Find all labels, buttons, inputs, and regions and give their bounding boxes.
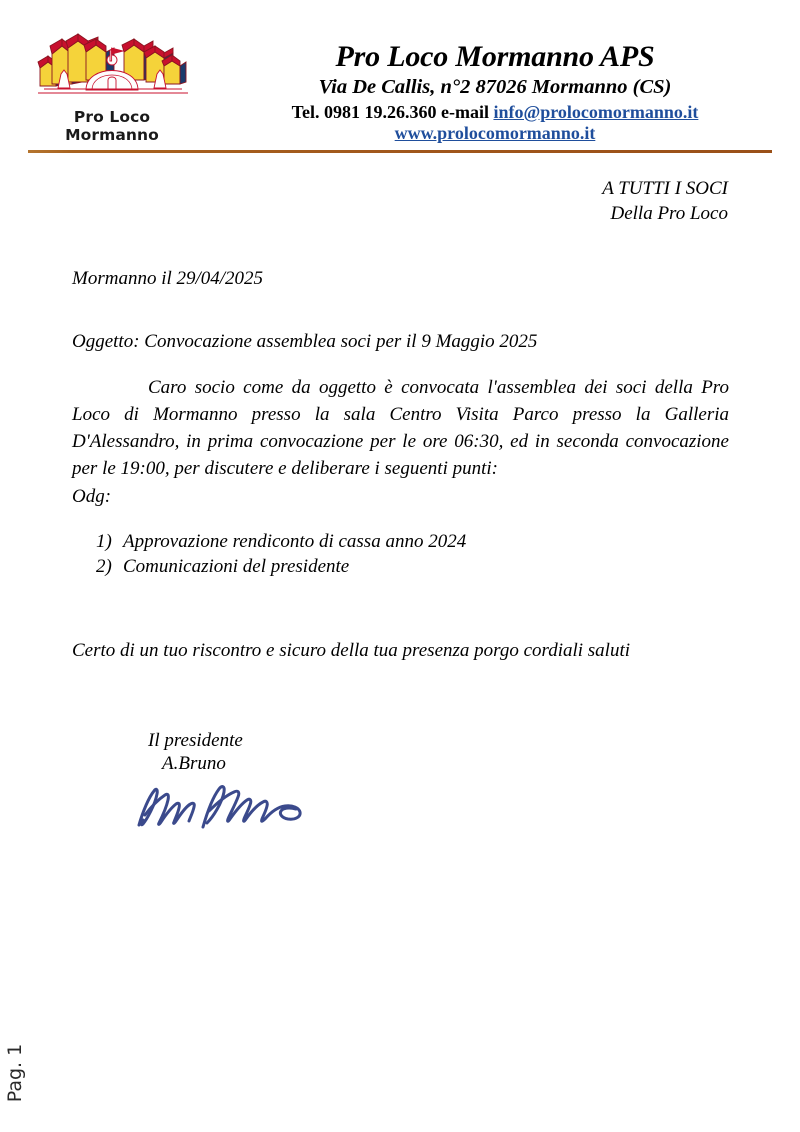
list-item [96,554,656,579]
website-link[interactable]: www.prolocomormanno.it [394,122,596,143]
subject-line: Oggetto: Convocazione assemblea soci per il 9 Maggio 2025 [72,331,538,352]
addressee-line-2: Della Pro Loco [610,203,728,225]
closing-line: Certo di un tuo riscontro e sicuro della tua presenza porgo cordiali saluti [72,640,631,661]
signatory-name: A.Bruno [162,753,226,775]
addressee-block [602,176,728,227]
list-item [96,529,656,554]
agenda-item-number: 1) [96,531,112,552]
agenda-item-text: Comunicazioni del presidente [123,556,350,578]
logo-wordmark: Pro Loco Mormanno [65,108,159,144]
agenda-item-number: 2) [96,556,112,578]
organization-name: Pro Loco Mormanno APS [335,40,655,73]
organization-address: Via De Callis, n°2 87026 Mormanno (CS) [318,75,672,98]
page-number-label: Pag. 1 [4,1043,26,1103]
agenda-item-text: Approvazione rendiconto di cassa anno 2024 [123,531,467,552]
phone-label: Tel. 0981 19.26.360 e-mail [291,101,494,122]
addressee-line-1: A TUTTI I SOCI [602,178,728,199]
date-line: Mormanno il 29/04/2025 [72,268,264,289]
handwritten-signature-icon [133,781,323,833]
agenda-list [96,529,656,579]
body-paragraph: Caro socio come da oggetto è convocata l'assemblea dei soci della Pro Loco di Mormanno presso la sala Centro Visita Parco presso la Galleria D'Alessandro, in prima convocazione per le ore 06:30, ed in seconda convocazione per le 19:00, per discutere e deliberare i seguenti punti: [72,377,729,479]
email-link[interactable]: info@prolocomormanno.it [493,101,699,122]
signatory-title: Il presidente [148,730,243,751]
agenda-heading: Odg: [72,486,112,507]
signature-block [148,729,408,833]
